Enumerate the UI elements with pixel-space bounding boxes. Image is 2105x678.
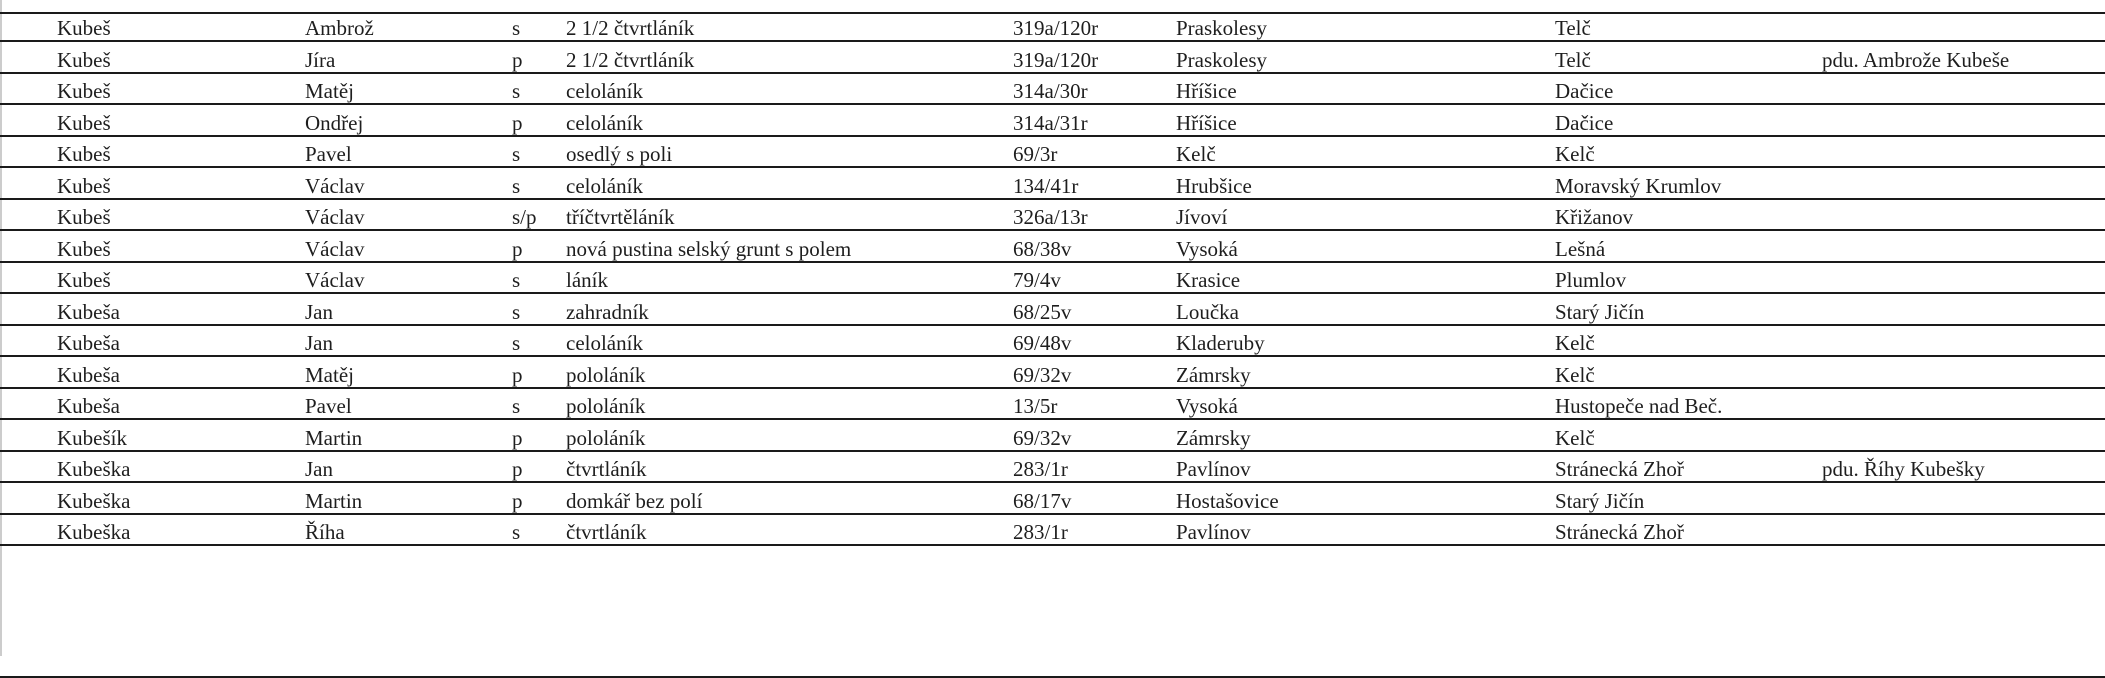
folio-cell: 13/5r	[1013, 394, 1058, 418]
village-cell: Zámrsky	[1176, 362, 1251, 387]
village-cell: Pavlínov	[1176, 520, 1251, 544]
holding-cell: celoláník	[566, 110, 643, 135]
folio-cell: 79/4v	[1013, 268, 1061, 292]
estate-cell: Moravský Krumlov	[1555, 173, 1722, 198]
table-row	[0, 264, 2105, 294]
status-cell: p	[512, 236, 523, 261]
status-cell: s	[512, 268, 521, 292]
given-name-cell: Václav	[305, 236, 365, 261]
estate-cell: Stránecká Zhoř	[1555, 457, 1684, 481]
surname-cell: Kubeš	[57, 110, 111, 135]
status-cell: s	[512, 520, 521, 544]
village-cell: Praskolesy	[1176, 47, 1267, 72]
folio-cell: 319a/120r	[1013, 16, 1099, 40]
folio-cell: 69/32v	[1013, 362, 1072, 387]
holding-cell: čtvrtláník	[566, 457, 647, 481]
table-row	[0, 422, 2105, 452]
status-cell: p	[512, 110, 523, 135]
table-row	[0, 201, 2105, 231]
village-cell: Loučka	[1176, 299, 1239, 324]
holding-cell: osedlý s poli	[566, 142, 673, 166]
status-cell: s	[512, 331, 521, 355]
holding-cell: 2 1/2 čtvrtláník	[566, 47, 695, 72]
table-row	[0, 327, 2105, 357]
holding-cell: celoláník	[566, 173, 643, 198]
holding-cell: 2 1/2 čtvrtláník	[566, 16, 695, 40]
surname-cell: Kubeša	[57, 394, 120, 418]
estate-cell: Kelč	[1555, 142, 1595, 166]
village-cell: Hostašovice	[1176, 488, 1279, 513]
given-name-cell: Jan	[305, 457, 333, 481]
surname-cell: Kubeška	[57, 488, 131, 513]
given-name-cell: Pavel	[305, 142, 352, 166]
folio-cell: 69/3r	[1013, 142, 1058, 166]
holding-cell: pololáník	[566, 425, 646, 450]
status-cell: p	[512, 457, 523, 481]
estate-cell: Starý Jičín	[1555, 299, 1645, 324]
table-row	[0, 233, 2105, 263]
holding-cell: pololáník	[566, 394, 646, 418]
given-name-cell: Matěj	[305, 362, 354, 387]
estate-cell: Dačice	[1555, 79, 1614, 103]
estate-cell: Telč	[1555, 16, 1591, 40]
table-row	[0, 296, 2105, 326]
holding-cell: pololáník	[566, 362, 646, 387]
folio-cell: 283/1r	[1013, 520, 1068, 544]
given-name-cell: Václav	[305, 205, 365, 229]
estate-cell: Lešná	[1555, 236, 1606, 261]
surname-cell: Kubeš	[57, 173, 111, 198]
status-cell: p	[512, 488, 523, 513]
village-cell: Hříšice	[1176, 79, 1237, 103]
surname-cell: Kubeša	[57, 299, 120, 324]
status-cell: s	[512, 79, 521, 103]
status-cell: s/p	[512, 205, 537, 229]
estate-cell: Hustopeče nad Beč.	[1555, 394, 1723, 418]
given-name-cell: Jan	[305, 331, 333, 355]
surname-cell: Kubeš	[57, 205, 111, 229]
given-name-cell: Martin	[305, 425, 363, 450]
surname-cell: Kubeš	[57, 16, 111, 40]
estate-cell: Křižanov	[1555, 205, 1634, 229]
village-cell: Krasice	[1176, 268, 1241, 292]
village-cell: Vysoká	[1176, 236, 1238, 261]
status-cell: s	[512, 394, 521, 418]
village-cell: Jívoví	[1176, 205, 1228, 229]
holding-cell: nová pustina selský grunt s polem	[566, 236, 852, 261]
holding-cell: celoláník	[566, 331, 643, 355]
given-name-cell: Jan	[305, 299, 333, 324]
folio-cell: 68/25v	[1013, 299, 1072, 324]
table-row	[0, 516, 2105, 546]
estate-cell: Kelč	[1555, 362, 1595, 387]
folio-cell: 68/38v	[1013, 236, 1072, 261]
village-cell: Praskolesy	[1176, 16, 1267, 40]
status-cell: s	[512, 173, 521, 198]
folio-cell: 69/48v	[1013, 331, 1072, 355]
village-cell: Hříšice	[1176, 110, 1237, 135]
folio-cell: 68/17v	[1013, 488, 1072, 513]
estate-cell: Telč	[1555, 47, 1591, 72]
given-name-cell: Ondřej	[305, 110, 364, 135]
estate-cell: Starý Jičín	[1555, 488, 1645, 513]
table-row	[0, 138, 2105, 168]
given-name-cell: Václav	[305, 173, 365, 198]
holding-cell: domkář bez polí	[566, 488, 703, 513]
folio-cell: 319a/120r	[1013, 47, 1099, 72]
village-cell: Zámrsky	[1176, 425, 1251, 450]
folio-cell: 314a/31r	[1013, 110, 1088, 135]
surname-cell: Kubeš	[57, 142, 111, 166]
given-name-cell: Jíra	[305, 47, 336, 72]
table-row	[0, 12, 2105, 42]
holding-cell: čtvrtláník	[566, 520, 647, 544]
estate-cell: Plumlov	[1555, 268, 1627, 292]
surname-cell: Kubeša	[57, 362, 120, 387]
folio-cell: 134/41r	[1013, 173, 1079, 198]
holding-cell: zahradník	[566, 299, 649, 324]
folio-cell: 326a/13r	[1013, 205, 1088, 229]
given-name-cell: Václav	[305, 268, 365, 292]
table-row	[0, 75, 2105, 105]
folio-cell: 314a/30r	[1013, 79, 1088, 103]
folio-cell: 283/1r	[1013, 457, 1068, 481]
note-cell: pdu. Ambrože Kubeše	[1822, 47, 2010, 72]
surname-cell: Kubeška	[57, 520, 131, 544]
given-name-cell: Matěj	[305, 79, 354, 103]
table-row	[0, 453, 2105, 483]
village-cell: Kladeruby	[1176, 331, 1265, 355]
surname-cell: Kubeš	[57, 236, 111, 261]
status-cell: s	[512, 299, 521, 324]
holding-cell: tříčtvrtěláník	[566, 205, 675, 229]
village-cell: Kelč	[1176, 142, 1216, 166]
given-name-cell: Pavel	[305, 394, 352, 418]
given-name-cell: Ambrož	[305, 16, 374, 40]
given-name-cell: Martin	[305, 488, 363, 513]
note-cell: pdu. Říhy Kubešky	[1822, 457, 1985, 481]
table-row	[0, 44, 2105, 74]
status-cell: p	[512, 362, 523, 387]
table-row	[0, 485, 2105, 515]
given-name-cell: Říha	[305, 520, 345, 544]
table-row-partial-bottom	[0, 648, 2105, 678]
status-cell: s	[512, 16, 521, 40]
surname-cell: Kubeš	[57, 79, 111, 103]
surname-cell: Kubeška	[57, 457, 131, 481]
estate-cell: Stránecká Zhoř	[1555, 520, 1684, 544]
surname-cell: Kubeš	[57, 47, 111, 72]
surname-cell: Kubeša	[57, 331, 120, 355]
surname-cell: Kubeš	[57, 268, 111, 292]
estate-cell: Kelč	[1555, 425, 1595, 450]
holding-cell: celoláník	[566, 79, 643, 103]
folio-cell: 69/32v	[1013, 425, 1072, 450]
holding-cell: láník	[566, 268, 608, 292]
surname-cell: Kubešík	[57, 425, 127, 450]
table-row	[0, 170, 2105, 200]
status-cell: s	[512, 142, 521, 166]
estate-cell: Kelč	[1555, 331, 1595, 355]
status-cell: p	[512, 425, 523, 450]
status-cell: p	[512, 47, 523, 72]
village-cell: Hrubšice	[1176, 173, 1252, 198]
village-cell: Vysoká	[1176, 394, 1238, 418]
table-row	[0, 390, 2105, 420]
estate-cell: Dačice	[1555, 110, 1614, 135]
table-row	[0, 107, 2105, 137]
table-row	[0, 359, 2105, 389]
village-cell: Pavlínov	[1176, 457, 1251, 481]
